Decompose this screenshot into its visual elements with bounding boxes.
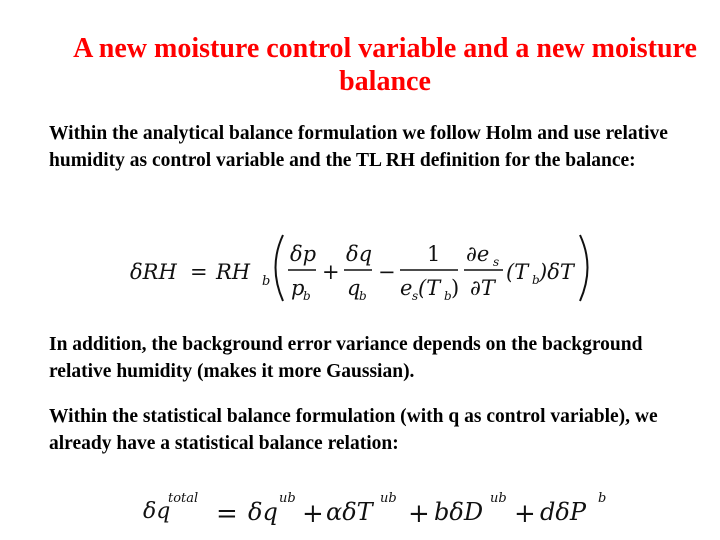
eq2-plus1: + — [302, 499, 324, 529]
eq2-lhs-sup: total — [168, 491, 199, 506]
eq2-term4: dδP — [540, 498, 586, 526]
eq1-tail: (T — [506, 260, 529, 284]
eq1-frac1-num: δp — [290, 242, 317, 266]
eq2-lhs: δq — [143, 499, 171, 524]
eq1-frac3-den-arg-sub: b — [444, 289, 452, 303]
eq1-plus: + — [322, 260, 340, 284]
eq2-term2-sup: ub — [380, 491, 397, 506]
eq1-frac3-den-arg: (T — [418, 276, 441, 300]
eq1-frac3-den-e-sub: s — [412, 289, 419, 303]
eq2-term3: bδD — [434, 498, 484, 526]
eq1-frac1-den-sub: b — [303, 289, 311, 303]
eq1-minus: − — [378, 260, 396, 284]
paragraph-statistical-balance: Within the statistical balance formulation (with q as control variable), we already have a statistical balance relation: — [49, 406, 658, 454]
slide-title: A new moisture control variable and a new moisture balance — [73, 33, 697, 97]
eq2-plus2: + — [408, 499, 430, 529]
eq2-term4-sup: b — [598, 491, 607, 506]
eq1-frac1-den: p — [291, 276, 305, 300]
eq1-tail-sub: b — [532, 273, 540, 287]
eq1-left-paren — [276, 235, 284, 301]
eq2-term1: δq — [248, 498, 278, 526]
eq2-plus3: + — [514, 499, 536, 529]
eq1-frac3-num: 1 — [427, 242, 441, 266]
paragraph-analytical-balance: Within the analytical balance formulation we follow Holm and use relative humidity as control variable and the TL RH definition for the balance: — [49, 123, 668, 171]
eq2-term1-sup: ub — [279, 491, 296, 506]
eq2-term3-sup: ub — [490, 491, 507, 506]
eq2-equals: = — [216, 499, 238, 529]
eq1-frac2-den: q — [347, 276, 361, 300]
eq2-term2: αδT — [326, 498, 373, 526]
eq1-rh-b-sub: b — [262, 274, 271, 289]
eq1-frac3-den-close: ) — [451, 276, 460, 300]
eq1-frac2-den-sub: b — [359, 289, 367, 303]
eq1-equals: = — [190, 260, 208, 284]
eq1-frac4-num: ∂e — [466, 242, 490, 266]
eq1-right-paren — [580, 235, 588, 301]
equation-rh-balance — [0, 225, 720, 310]
eq1-frac2-num: δq — [346, 242, 373, 266]
paragraph-background-error: In addition, the background error variance depends on the background relative humidity (makes it more Gaussian). — [49, 334, 643, 382]
eq1-lhs: δRH — [130, 260, 177, 284]
eq1-rh-b: RH — [216, 260, 251, 284]
eq1-frac4-den: ∂T — [470, 276, 495, 300]
eq1-frac3-den-e: e — [400, 276, 413, 300]
eq1-tail-close: )δT — [539, 260, 574, 284]
equation-statistical-balance — [0, 482, 720, 540]
eq1-frac4-num-sub: s — [493, 255, 500, 269]
